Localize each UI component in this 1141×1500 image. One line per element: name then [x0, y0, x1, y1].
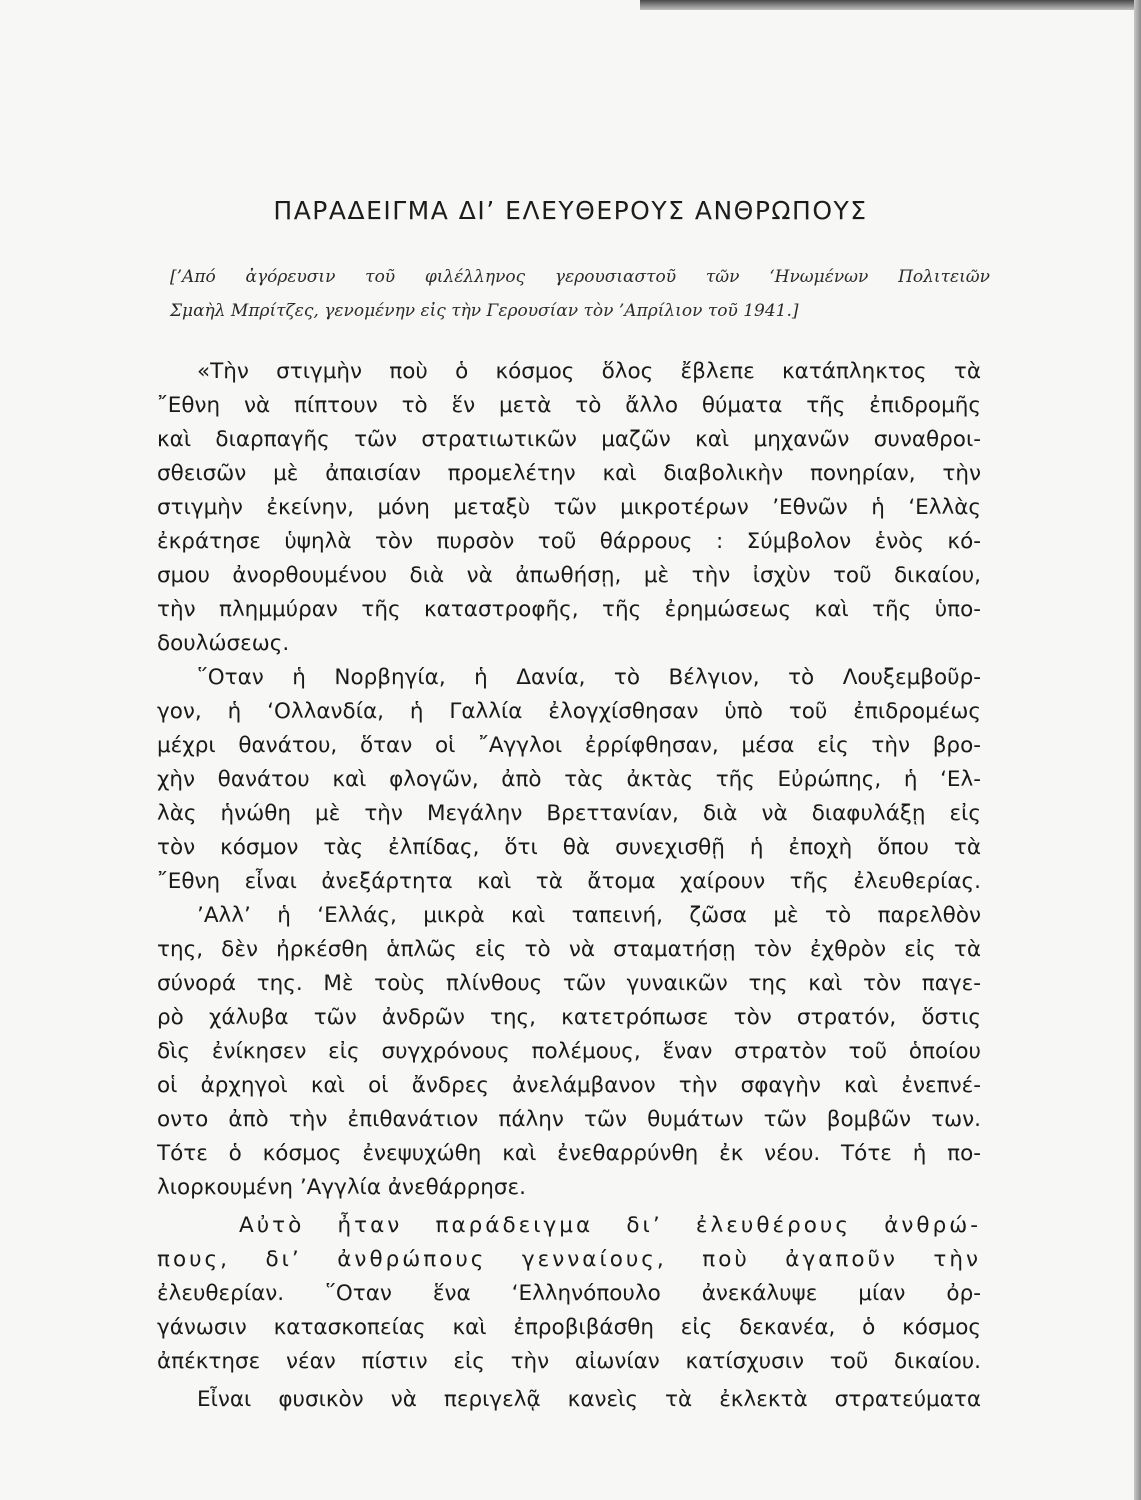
text-line: Εἶναι φυσικὸν νὰ περιγελᾷ κανεὶς τὰ ἐκλεκτὰ στρατεύματα	[197, 1387, 981, 1412]
text-line: γάνωσιν κατασκοπείας καὶ ἐπροβιβάσθη εἰς δεκανέα, ὁ κόσμος	[157, 1315, 981, 1340]
text-line: ῎Εθνη εἶναι ἀνεξάρτητα καὶ τὰ ἄτομα χαίρουν τῆς ἐλευθερίας.	[157, 869, 981, 894]
text-line: σύνορά της. Μὲ τοὺς πλίνθους τῶν γυναικῶν της καὶ τὸν παγε-	[157, 971, 981, 996]
text-line: οἱ ἀρχηγοὶ καὶ οἱ ἄνδρες ἀνελάμβανον τὴν σφαγὴν καὶ ἐνεπνέ-	[157, 1073, 981, 1098]
text-line: ἐκράτησε ὑψηλὰ τὸν πυρσὸν τοῦ θάρρους : Σύμβολον ἑνὸς κό-	[157, 529, 981, 554]
text-line: μέχρι θανάτου, ὅταν οἱ ῎Αγγλοι ἐρρίφθησαν, μέσα εἰς τὴν βρο-	[157, 733, 981, 758]
text-line: ῎Εθνη νὰ πίπτουν τὸ ἕν μετὰ τὸ ἄλλο θύματα τῆς ἐπιδρομῆς	[157, 393, 981, 418]
page-title: ΠΑΡΑΔΕΙΓΜΑ ΔΙ’ ΕΛΕΥΘΕΡΟΥΣ ΑΝΘΡΩΠΟΥΣ	[273, 196, 868, 225]
page-top-edge	[640, 0, 1141, 10]
text-line: Τότε ὁ κόσμος ἐνεψυχώθη καὶ ἐνεθαρρύνθη ἐκ νέου. Τότε ἡ πο-	[157, 1141, 981, 1166]
text-line: γον, ἡ ‘Ολλανδία, ἡ Γαλλία ἐλογχίσθησαν ὑπὸ τοῦ ἐπιδρομέως	[157, 699, 981, 724]
text-line: δὶς ἐνίκησεν εἰς συγχρόνους πολέμους, ἕναν στρατὸν τοῦ ὁποίου	[157, 1039, 981, 1064]
page-right-edge	[1134, 0, 1141, 1500]
text-line: ἀπέκτησε νέαν πίστιν εἰς τὴν αἰωνίαν κατίσχυσιν τοῦ δικαίου.	[157, 1349, 981, 1374]
source-note-line: [’Από ἀγόρευσιν τοῦ φιλέλληνος γερουσιαστοῦ τῶν ‘Ηνωμένων Πολιτειῶν	[170, 267, 990, 287]
text-line: Αὐτὸ ἦταν παράδειγμα δι’ ἐλευθέρους ἀνθρώ-	[239, 1213, 981, 1238]
text-line: ρὸ χάλυβα τῶν ἀνδρῶν της, κατετρόπωσε τὸν στρατόν, ὅστις	[157, 1005, 981, 1030]
text-line: τὸν κόσμον τὰς ἐλπίδας, ὅτι θὰ συνεχισθῇ ἡ ἐποχὴ ὅπου τὰ	[157, 835, 981, 860]
speech-text	[157, 355, 981, 1417]
text-line: ἐλευθερίαν. ῞Οταν ἕνα ‘Ελληνόπουλο ἀνεκάλυψε μίαν ὀρ-	[157, 1281, 981, 1306]
text-line: της, δὲν ἠρκέσθη ἁπλῶς εἰς τὸ νὰ σταματήσῃ τὸν ἐχθρὸν εἰς τὰ	[157, 937, 981, 962]
text-line: καὶ διαρπαγῆς τῶν στρατιωτικῶν μαζῶν καὶ μηχανῶν συναθροι-	[157, 427, 981, 452]
text-line: σθεισῶν μὲ ἀπαισίαν προμελέτην καὶ διαβολικὴν πονηρίαν, τὴν	[157, 461, 981, 486]
text-line: σμου ἀνορθουμένου διὰ νὰ ἀπωθήσῃ, μὲ τὴν ἰσχὺν τοῦ δικαίου,	[157, 563, 981, 588]
text-line: τὴν πλημμύραν τῆς καταστροφῆς, τῆς ἐρημώσεως καὶ τῆς ὑπο-	[157, 597, 981, 622]
text-line: ’Αλλ’ ἡ ‘Ελλάς, μικρὰ καὶ ταπεινή, ζῶσα μὲ τὸ παρελθὸν	[197, 903, 981, 928]
text-line: οντο ἀπὸ τὴν ἐπιθανάτιον πάλην τῶν θυμάτων τῶν βομβῶν των.	[157, 1107, 981, 1132]
text-line: «Τὴν στιγμὴν ποὺ ὁ κόσμος ὅλος ἔβλεπε κατάπληκτος τὰ	[197, 359, 981, 384]
text-line: πους, δι’ ἀνθρώπους γενναίους, ποὺ ἀγαποῦν τὴν	[157, 1247, 981, 1272]
text-line: ῞Οταν ἡ Νορβηγία, ἡ Δανία, τὸ Βέλγιον, τὸ Λουξεμβοῦρ-	[197, 665, 981, 690]
text-line: χὴν θανάτου καὶ φλογῶν, ἀπὸ τὰς ἀκτὰς τῆς Εὐρώπης, ἡ ‘Ελ-	[157, 767, 981, 792]
text-line: δουλώσεως.	[157, 631, 290, 656]
text-line: λὰς ἡνώθη μὲ τὴν Μεγάλην Βρεττανίαν, διὰ νὰ διαφυλάξῃ εἰς	[157, 801, 981, 826]
source-note	[170, 260, 990, 328]
text-line: λιορκουμένη ’Αγγλία ἀνεθάρρησε.	[157, 1175, 526, 1200]
text-line: στιγμὴν ἐκείνην, μόνη μεταξὺ τῶν μικροτέρων ’Εθνῶν ἡ ‘Ελλὰς	[157, 495, 981, 520]
source-note-line: Σμαὴλ Μπρίτζες, γενομένην εἰς τὴν Γερουσίαν τὸν ’Απρίλιον τοῦ 1941.]	[170, 301, 799, 321]
